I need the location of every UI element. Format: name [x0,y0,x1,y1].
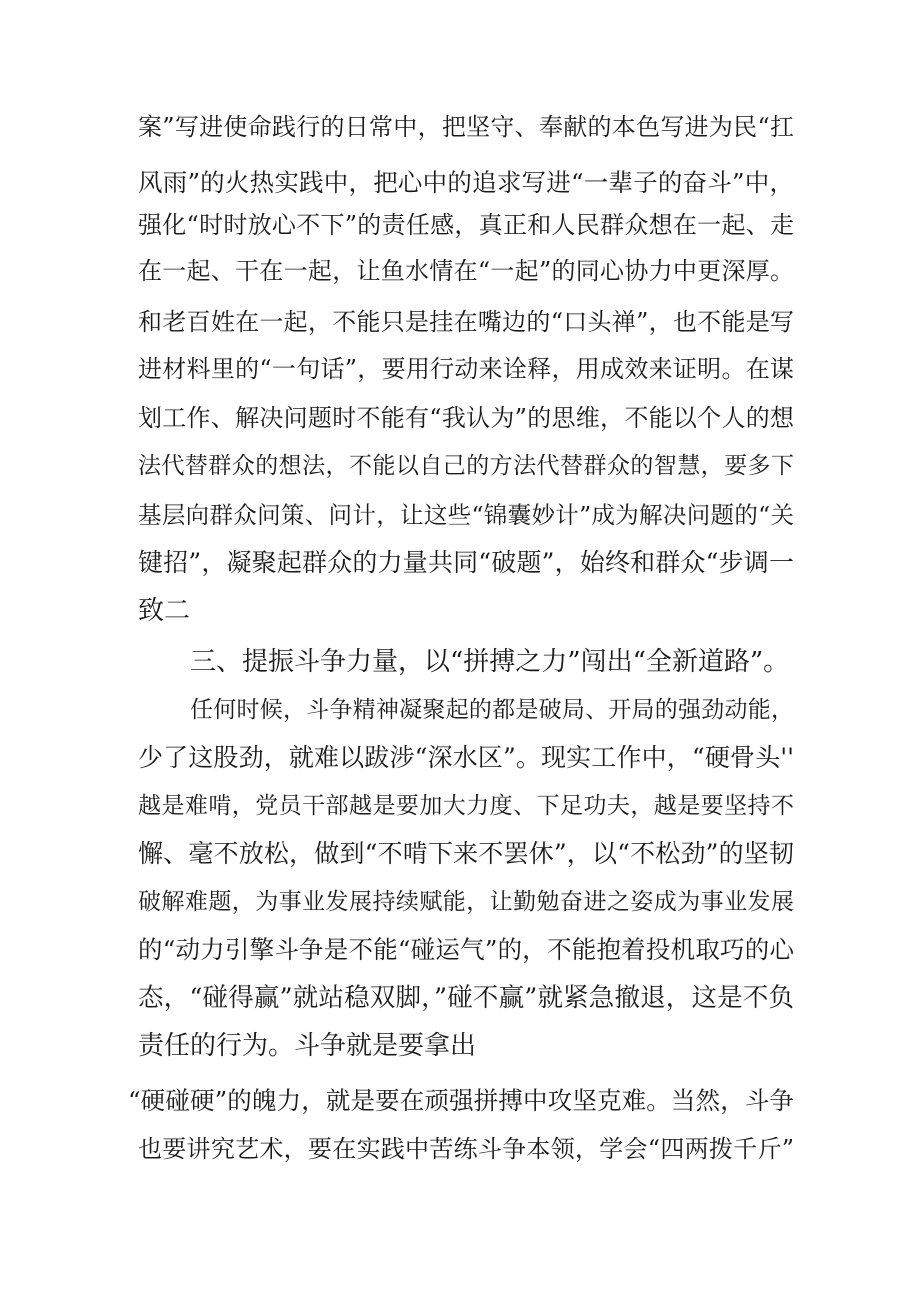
text-line-21: “硬碰硬”的魄力，就是要在顽强拼搏中攻坚克难。当然，斗争 [128,1086,794,1115]
text-line-16: 懈、毫不放松，做到“不啃下来不罢休”，以“不松劲”的坚韧 [138,839,794,868]
text-line-17: 破解难题，为事业发展持续赋能，让勤勉奋进之姿成为事业发展 [138,889,794,915]
text-line-19: 态，“碰得赢”就站稳双脚，”碰不赢”就紧急撤退，这是不负 [138,983,794,1013]
text-line-7: 划工作、解决问题时不能有“我认为”的思维，不能以个人的想 [138,404,794,432]
text-line-11: 致二 [138,596,191,626]
text-line-15: 越是难啃，党员干部越是要加大力度、下足功夫，越是要坚持不 [138,793,794,819]
text-line-9: 基层向群众问策、问计，让这些“锦囊妙计”成为解决问题的“关 [138,501,794,529]
text-line-22: 也要讲究艺术，要在实践中苦练斗争本领，学会“四两拨千斤” [138,1135,794,1163]
text-line-4: 在一起、干在一起，让鱼水情在“一起”的同心协力中更深厚。 [138,257,794,285]
text-line-5: 和老百姓在一起，不能只是挂在嘴边的“口头禅”，也不能是写 [138,308,794,336]
text-line-1: 案”写进使命践行的日常中，把坚守、奉献的本色写进为民“扛 [138,113,794,141]
text-line-14: 少了这股劲，就难以跋涉“深水区”。现实工作中，“硬骨头'' [138,743,794,772]
text-line-6: 进材料里的“一句话”，要用行动来诠释，用成效来证明。在谋 [138,355,794,383]
text-line-18: 的“动力引擎斗争是不能“碰运气”的，不能抱着投机取巧的心 [138,935,794,964]
text-line-8: 法代替群众的想法，不能以自己的方法代替群众的智慧，要多下 [138,453,794,479]
text-line-10: 键招”，凝聚起群众的力量共同“破题”，始终和群众“步调一 [138,548,794,577]
text-line-13: 任何时候，斗争精神凝聚起的都是破局、开局的强劲动能， [190,697,794,723]
text-line-2: 风雨”的火热实践中，把心中的追求写进“一辈子的奋斗”中， [138,168,794,197]
section-heading: 三、提振斗争力量，以“拼搏之力”闯出“全新道路”。 [190,647,790,677]
text-line-3: 强化“时时放心不下”的责任感，真正和人民群众想在一起、走 [138,211,794,239]
text-line-20: 责任的行为。斗争就是要拿出 [138,1031,477,1061]
